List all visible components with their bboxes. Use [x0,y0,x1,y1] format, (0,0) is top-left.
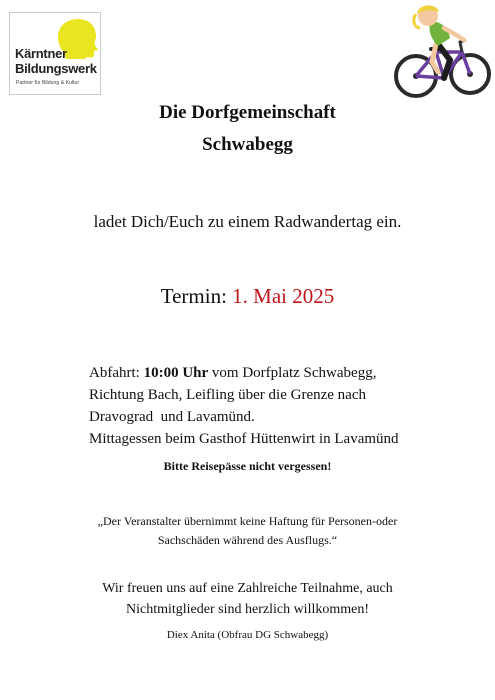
disclaimer-line-1: „Der Veranstalter übernimmt keine Haftung für Personen-oder [97,514,398,528]
termin-date: 1. Mai 2025 [232,284,335,308]
logo-line-2: Bildungswerk [15,61,97,76]
closing-line-2: Nichtmitglieder sind herzlich willkommen! [126,602,369,617]
invitation-text: ladet Dich/Euch zu einem Radwandertag ein. [93,212,402,231]
abfahrt-label: Abfahrt: [89,365,140,381]
details-line-2: Richtung Bach, Leifling über die Grenze nach [89,387,366,403]
details-line-1-rest: vom Dorfplatz Schwabegg, [211,365,377,381]
details-line-1 [89,362,489,384]
logo-line-1: Kärntner [15,46,67,61]
signature: Diex Anita (Obfrau DG Schwabegg) [166,629,329,641]
details-line-4: Mittagessen beim Gasthof Hüttenwirt in Lavamünd [89,431,399,447]
closing-line-1: Wir freuen uns auf eine Zahlreiche Teilnahme, auch [102,581,393,596]
logo-tagline: Partner für Bildung & Kultur [16,80,80,86]
details-line-3: Dravograd und Lavamünd. [89,409,255,425]
heading-line-2: Schwabegg [202,134,293,155]
departure-time: 10:00 Uhr [143,365,209,381]
termin-label: Termin: [160,284,227,308]
termin-line [0,284,495,309]
passport-warning: Bitte Reisepässe nicht vergessen! [163,459,332,473]
cyclist-icon [392,2,492,100]
disclaimer-line-2: Sachschäden während des Ausflugs.“ [157,533,338,547]
kbw-logo [9,12,101,95]
route-details [89,362,489,450]
heading-line-1: Die Dorfgemeinschaft [159,102,336,123]
